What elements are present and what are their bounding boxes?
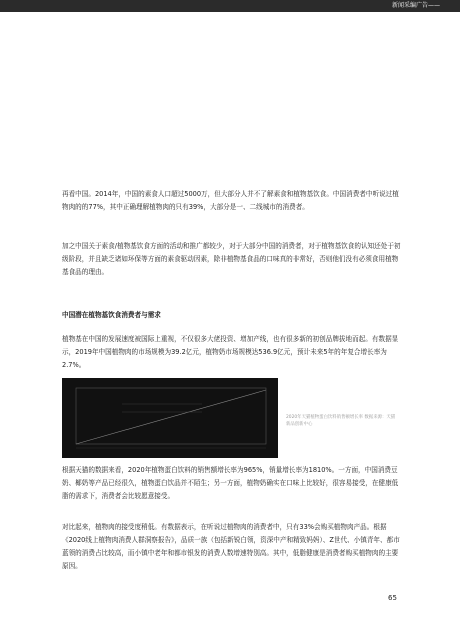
paragraph-4: 根据天猫的数据来看，2020年植物蛋白饮料的销售额增长率为965%，销量增长率为1810%。一方面，中国消费豆奶、椰奶等产品已经很久，植物蛋白饮品并不陌生；另一方面，植物奶确实在口味上比较好，很容易接受，在健康低脂的需求下，消费者会比较愿意接受。 bbox=[62, 466, 399, 500]
paragraph-3: 植物基在中国的发展速度被国际上重视，不仅很多大佬投资、增加产线，也有很多新的初创品牌拔地而起。有数据显示，2019年中国植物肉的市场规模为39.2亿元，植物奶市场规模达536.9亿元，预计未来5年的年复合增长率为2.7%。 bbox=[62, 335, 399, 369]
paragraph-1: 再看中国。2014年，中国的素食人口超过5000万，但大部分人并不了解素食和植物基饮食。中国消费者中听说过植物肉的的77%，其中正确理解植物肉的只有39%，大部分是一、二线城市的消费者。 bbox=[62, 190, 399, 211]
page-number: 65 bbox=[388, 594, 397, 602]
section-heading: 中国潜在植物基饮食消费者与需求 bbox=[62, 311, 161, 319]
section-label: 新闻采编广告—— bbox=[392, 2, 441, 9]
figure-caption: 2020年天猫植物蛋白饮料销售额增长率 数据来源：天猫新品创新中心 bbox=[286, 415, 396, 427]
chart-figure bbox=[62, 378, 278, 458]
paragraph-5: 对比起来，植物肉的接受度稍低。有数据表示，在听说过植物肉的消费者中，只有33%会购买植物肉产品。根据《2020线上植物肉消费人群洞察报告》，品质一族（包括新锐白领，资深中产和精致妈妈）、Z世代、小镇青年、都市蓝领的消费占比较高，而小镇中老年和都市银发的消费人数增速特别高。其中，低脂健康是消费者购买植物肉的主要原因。 bbox=[62, 523, 400, 570]
paragraph-2: 加之中国关于素食/植物基饮食方面的活动和推广都较少，对于大部分中国的消费者，对于植物基饮食的认知还处于初级阶段，并且缺乏诸如环保等方面的素食驱动因素，除非植物基食品的口味真的非常好，否则他们没有必须食用植物基食品的理由。 bbox=[62, 242, 401, 276]
header-bar bbox=[0, 0, 460, 12]
trend-line bbox=[76, 390, 266, 444]
chart-graphic bbox=[62, 378, 278, 458]
